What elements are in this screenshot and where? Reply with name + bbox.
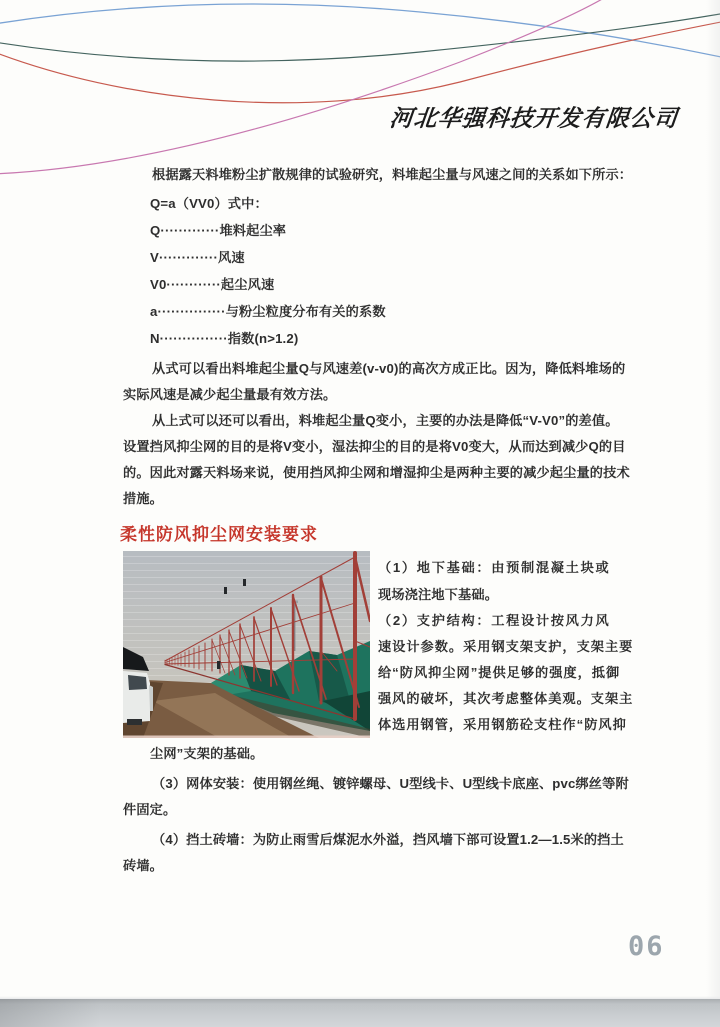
below-photo-line: 尘网”支架的基础。 — [150, 746, 264, 761]
company-name: 河北华强科技开发有限公司 — [388, 105, 680, 131]
paragraph2-line: 措施。 — [123, 491, 164, 506]
intro-line: 根据露天料堆粉尘扩散规律的试验研究，料堆起尘量与风速之间的关系如下所示： — [152, 167, 633, 182]
page-right-edge-shadow — [706, 0, 720, 999]
paragraph1-line: 实际风速是减少起尘量最有效方法。 — [123, 387, 337, 402]
definition-v0: V0············起尘风速 — [150, 277, 275, 292]
page-bottom-edge-shadow — [0, 999, 720, 1027]
below-photo-line: （4）挡土砖墙：为防止雨雪后煤泥水外溢，挡风墙下部可设置1.2—1.5米的挡土 — [152, 832, 624, 847]
below-photo-line: 砖墙。 — [123, 858, 164, 873]
right-column-line: 现场浇注地下基础。 — [378, 587, 499, 602]
definition-n: N···············指数(n>1.2) — [150, 331, 299, 346]
page-number: 06 — [628, 931, 665, 962]
below-photo-line: （3）网体安装：使用钢丝绳、镀锌螺母、U型线卡、U型线卡底座、pvc绑丝等附 — [152, 776, 629, 791]
definition-a: a···············与粉尘粒度分布有关的系数 — [150, 304, 386, 319]
swoosh-blue-curve — [0, 4, 720, 58]
paragraph2-line: 设置挡风抑尘网的目的是将V变小，湿法抑尘的目的是将V0变大，从而达到减少Q的目 — [123, 439, 626, 454]
right-column-line: 强风的破坏，其次考虑整体美观。支架主 — [378, 691, 634, 706]
installation-photo — [123, 551, 370, 738]
right-column-line: （2）支护结构：工程设计按风力风 — [378, 613, 611, 628]
paragraph2-line: 从上式可以还可以看出，料堆起尘量Q变小，主要的办法是降低“V-V0”的差值。 — [152, 413, 619, 428]
swoosh-pink-curve — [0, 0, 620, 174]
right-column-line: 体选用钢管，采用钢筋砼支柱作“防风抑 — [378, 717, 627, 732]
below-photo-line: 件固定。 — [123, 802, 177, 817]
definition-v: V·············风速 — [150, 250, 245, 265]
right-column-line: （1）地下基础：由预制混凝土块或 — [378, 560, 611, 575]
paragraph1-line: 从式可以看出料堆起尘量Q与风速差(v-v0)的高次方成正比。因为，降低料堆场的 — [152, 361, 626, 376]
section-heading: 柔性防风抑尘网安装要求 — [120, 525, 318, 544]
definition-q: Q·············堆料起尘率 — [150, 223, 287, 238]
right-column-line: 给“防风抑尘网”提供足够的强度，抵御 — [378, 665, 621, 680]
right-column-line: 速设计参数。采用钢支架支护，支架主要 — [378, 639, 634, 654]
swoosh-red-curve — [0, 21, 720, 103]
formula-line: Q=a（VV0）式中： — [150, 196, 268, 211]
paragraph2-line: 的。因此对露天料场来说，使用挡风抑尘网和增湿抑尘是两种主要的减少起尘量的技术 — [123, 465, 630, 480]
windbreak-fence-photo-graphic — [123, 551, 370, 738]
